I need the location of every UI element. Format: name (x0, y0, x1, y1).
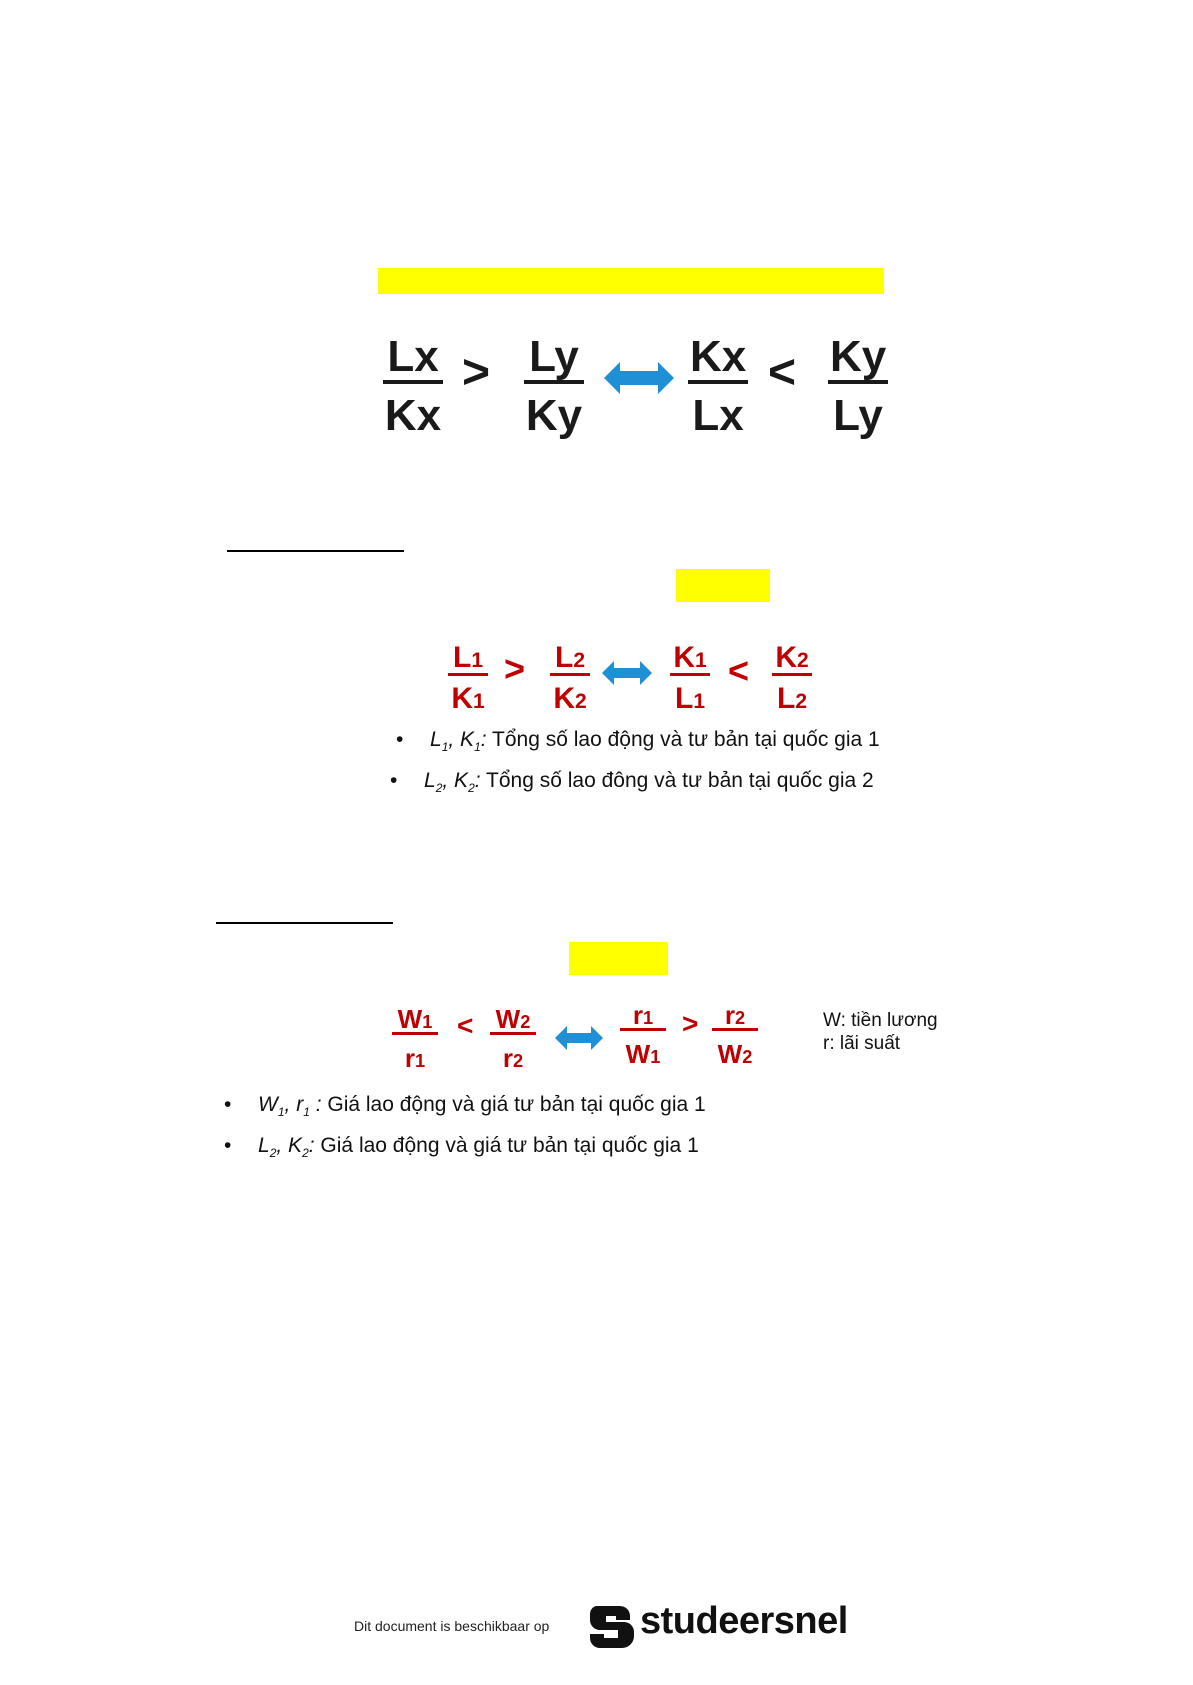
bullet-list-prices (224, 1088, 706, 1170)
greater-than-sign: > (682, 1008, 699, 1039)
fraction-l1-k1: $\frac{L1}{K1}$ (448, 643, 488, 714)
fraction-l2-k2: $\frac{L2}{K2}$ (550, 643, 590, 714)
fraction-r1-w1: $\frac{r1}{W1}$ (620, 1002, 666, 1067)
greater-than-sign: > (504, 648, 526, 689)
bullet-list-quantities (390, 723, 880, 805)
heading-underline-2 (227, 550, 404, 552)
highlight-bar-top (378, 268, 884, 294)
list-item: • $L_2$, $K_2$: Tổng số lao đông và tư bản tại quốc gia 2 (390, 769, 874, 796)
double-arrow-icon (604, 360, 674, 396)
less-than-sign: < (728, 650, 750, 691)
studeersnel-brand[interactable]: studeersnel (640, 1600, 848, 1642)
highlight-bar-3 (569, 942, 668, 975)
greater-than-sign: > (462, 346, 491, 399)
footer-availability-text: Dit document is beschikbaar op (354, 1618, 550, 1634)
double-arrow-icon (602, 660, 652, 686)
list-item: • $L_1$, $K_1$: Tổng số lao động và tư bản tại quốc gia 1 (396, 728, 880, 755)
fraction-r2-w2: $\frac{r2}{W2}$ (712, 1002, 758, 1067)
fraction-ly-ky: $\frac{Ly}{Ky}$ (525, 332, 583, 440)
studeersnel-logo-icon (590, 1602, 634, 1650)
heading-underline-3 (216, 922, 393, 924)
legend-notes (823, 1009, 938, 1055)
list-item: • $W_1$, $r_1$ : Giá lao động và giá tư bản tại quốc gia 1 (224, 1093, 706, 1120)
double-arrow-icon (555, 1025, 603, 1051)
fraction-k1-l1: $\frac{K1}{L1}$ (670, 643, 710, 714)
fraction-kx-lx: $\frac{Kx}{Lx}$ (690, 332, 747, 440)
less-than-sign: < (768, 346, 797, 399)
note-wage: W: tiền lương (823, 1010, 938, 1031)
highlight-bar-2 (676, 569, 770, 602)
fraction-k2-l2: $\frac{K2}{L2}$ (772, 643, 812, 714)
note-interest: r: lãi suất (823, 1033, 901, 1054)
less-than-sign: < (457, 1010, 474, 1041)
fraction-ky-ly: $\frac{Ky}{Ly}$ (830, 332, 887, 440)
fraction-lx-kx: $\frac{Lx}{Kx}$ (384, 332, 442, 440)
fraction-w1-r1: $\frac{W1}{r1}$ (392, 1006, 438, 1071)
fraction-w2-r2: $\frac{W2}{r2}$ (490, 1006, 536, 1071)
list-item: • $L_2$, $K_2$: Giá lao động và giá tư bản tại quốc gia 1 (224, 1134, 699, 1161)
